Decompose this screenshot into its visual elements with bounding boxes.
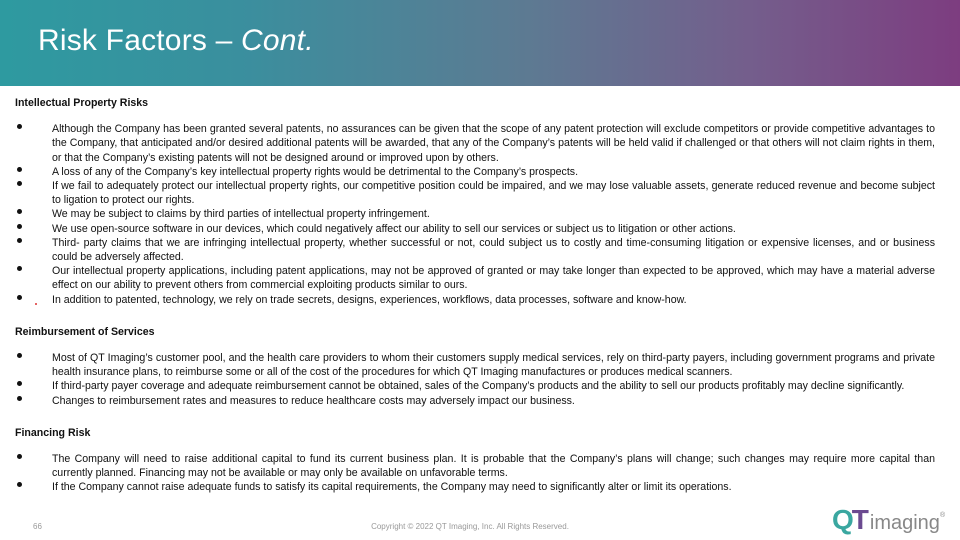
page-title [38, 24, 314, 58]
bullet-icon [17, 353, 22, 358]
title-italic: Cont. [241, 24, 314, 57]
section-reimbursement [15, 325, 935, 408]
bullet-icon [17, 482, 22, 487]
list-item [15, 165, 935, 179]
bullet-list [15, 351, 935, 408]
list-item [15, 379, 935, 393]
list-item [15, 207, 935, 221]
section-heading: Reimbursement of Services [15, 325, 155, 338]
bullet-icon [17, 209, 22, 214]
bullet-icon [17, 295, 22, 300]
list-item [15, 480, 935, 494]
copyright-text: Copyright © 2022 QT Imaging, Inc. All Rights Reserved. [371, 522, 569, 531]
logo-wordmark: imaging [869, 512, 940, 534]
bullet-text: Changes to reimbursement rates and measures to reduce healthcare costs may adversely impact our business. [52, 394, 575, 407]
bullet-icon [17, 124, 22, 129]
logo-t: T [851, 504, 869, 535]
bullet-icon [17, 381, 22, 386]
section-heading: Financing Risk [15, 426, 91, 439]
bullet-text: We use open-source software in our devices, which could negatively affect our ability to sell our services or subject us to litigation or other actions. [52, 222, 736, 235]
bullet-text: If third-party payer coverage and adequate reimbursement cannot be obtained, sales of the Company’s products and the ability to sell our products profitably may decline significantly. [52, 380, 905, 393]
company-logo [832, 504, 945, 534]
list-item [15, 452, 935, 480]
logo-registered-mark: ® [939, 512, 946, 519]
bullet-icon [17, 238, 22, 243]
list-item [15, 122, 935, 165]
list-item [15, 236, 935, 264]
list-item [15, 264, 935, 292]
bullet-icon [17, 224, 22, 229]
bullet-text: If we fail to adequately protect our intellectual property rights, our competitive position could be impaired, and we may lose valuable assets, generate reduced revenue and become subject to ligation to protect our rights. [52, 180, 935, 207]
bullet-text: Most of QT Imaging’s customer pool, and the health care providers to whom their customers supply medical services, rely on third-party payers, including government programs and private health insurance plans, to reimburse some or all of the cost of the procedures for which QT Imaging manufactures or produces medical scanners. [52, 352, 935, 379]
section-heading: Intellectual Property Risks [15, 97, 149, 109]
section-financing [15, 426, 935, 495]
bullet-text: In addition to patented, technology, we rely on trade secrets, designs, experiences, workflows, data processes, software and know-how. [52, 293, 687, 306]
bullet-icon [17, 167, 22, 172]
list-item [15, 222, 935, 236]
bullet-icon [17, 454, 22, 459]
list-item [15, 351, 935, 379]
title-main: Risk Factors – [38, 24, 242, 57]
list-item [15, 394, 935, 408]
section-intellectual-property [15, 96, 935, 307]
bullet-icon [17, 181, 22, 186]
bullet-text: If the Company cannot raise adequate funds to satisfy its capital requirements, the Company may need to significantly alter or limit its operations. [52, 481, 732, 494]
slide-content [15, 96, 935, 513]
bullet-text: A loss of any of the Company’s key intellectual property rights would be detrimental to the Company’s prospects. [52, 165, 579, 178]
list-item [15, 179, 935, 207]
bullet-text: We may be subject to claims by third parties of intellectual property infringement. [52, 208, 430, 221]
bullet-icon [17, 396, 22, 401]
list-item [15, 293, 935, 307]
red-dot-marker [35, 303, 37, 305]
bullet-icon [17, 266, 22, 271]
bullet-text: Our intellectual property applications, including patent applications, may not be approved of granted or may take longer than expected to be approved, which may have a material adverse effect on our ability to prevent others from commercial exploiting products similar to ours. [52, 265, 935, 292]
bullet-text: The Company will need to raise additional capital to fund its current business plan. It is probable that the Company’s plans will change; such changes may require more capital than currently planned. Financing may not be available or may only be available on unfavorable terms. [52, 453, 935, 480]
page-number: 66 [33, 522, 42, 531]
logo-q: Q [832, 504, 854, 535]
bullet-text: Third- party claims that we are infringing intellectual property, whether successful or not, could subject us to costly and time-consuming litigation or expensive licenses, and or business could be adversely affected. [52, 236, 935, 264]
bullet-text: Although the Company has been granted several patents, no assurances can be given that the scope of any patent protection will exclude competitors or provide competitive advantages to the Company, that anticipated and/or desired additional patents will be awarded, that any of the Company’s patents will be held valid if challenged or that others will not claim rights in them, or that the Company’s existing patents will not be designed around or improved upon by others. [52, 123, 935, 164]
bullet-list [15, 452, 935, 495]
bullet-list [15, 122, 935, 307]
